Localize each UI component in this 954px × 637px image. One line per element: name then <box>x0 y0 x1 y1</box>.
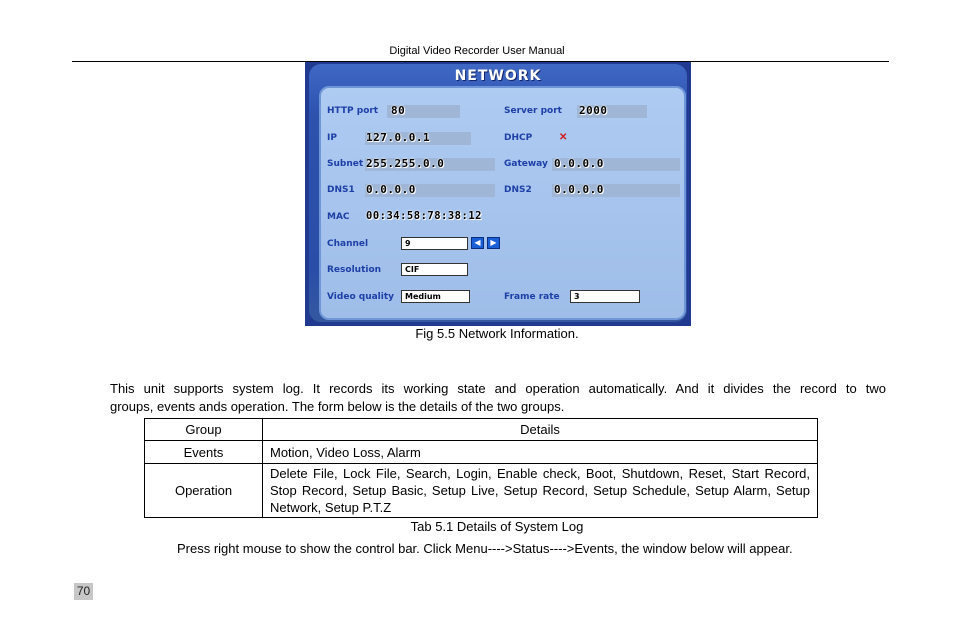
figure-caption: Fig 5.5 Network Information. <box>415 326 579 341</box>
subnet-value: 255.255.0.0 <box>366 157 445 170</box>
subnet-label: Subnet <box>327 159 364 169</box>
system-log-table <box>144 418 818 518</box>
dns2-label: DNS2 <box>504 185 532 195</box>
dns2-value: 0.0.0.0 <box>554 183 604 196</box>
network-settings-panel <box>319 86 686 320</box>
channel-prev-button[interactable]: ◀ <box>471 237 484 249</box>
running-header: Digital Video Recorder User Manual <box>389 45 565 57</box>
server-port-value: 2000 <box>579 104 608 117</box>
instruction-text: Press right mouse to show the control bar. Click Menu---->Status---->Events, the window below will appear. <box>177 541 793 556</box>
row-group-operation: Operation <box>145 464 263 518</box>
dhcp-checkbox[interactable]: ✕ <box>559 132 568 143</box>
row-group-events: Events <box>145 441 263 464</box>
dhcp-label: DHCP <box>504 133 533 143</box>
table-row <box>145 464 818 518</box>
video-quality-select[interactable]: Medium <box>401 290 470 303</box>
frame-rate-label: Frame rate <box>504 292 560 302</box>
channel-label: Channel <box>327 239 369 249</box>
network-window <box>309 64 687 322</box>
body-paragraph <box>110 380 886 416</box>
table-header-row <box>145 419 818 441</box>
video-quality-label: Video quality <box>327 292 395 302</box>
paragraph-line-1: This unit supports system log. It records its working state and operation automatically. And it divides the record to two <box>110 381 886 396</box>
gateway-value: 0.0.0.0 <box>554 157 604 170</box>
dns1-value: 0.0.0.0 <box>366 183 416 196</box>
mac-label: MAC <box>327 212 350 222</box>
server-port-label: Server port <box>504 106 562 116</box>
channel-input[interactable]: 9 <box>401 237 468 250</box>
paragraph-line-2: groups, events ands operation. The form below is the details of the two groups. <box>110 399 565 414</box>
resolution-label: Resolution <box>327 265 382 275</box>
mac-value: 00:34:58:78:38:12 <box>366 210 482 222</box>
table-row <box>145 441 818 464</box>
gateway-label: Gateway <box>504 159 548 169</box>
frame-rate-select[interactable]: 3 <box>570 290 640 303</box>
row-details-events: Motion, Video Loss, Alarm <box>263 441 818 464</box>
http-port-value: 80 <box>391 104 406 117</box>
table-caption: Tab 5.1 Details of System Log <box>410 519 584 534</box>
resolution-select[interactable]: CIF <box>401 263 468 276</box>
page-number: 70 <box>74 583 93 600</box>
header-group: Group <box>145 419 263 441</box>
dns1-label: DNS1 <box>327 185 355 195</box>
row-details-operation: Delete File, Lock File, Search, Login, Enable check, Boot, Shutdown, Reset, Start Record, Stop Record, Setup Basic, Setup Live, Setup Record, Setup Schedule, Setup Alarm, Setup Network, Setup P.T.Z <box>263 464 818 518</box>
ip-value: 127.0.0.1 <box>366 131 431 144</box>
header-details: Details <box>263 419 818 441</box>
network-screenshot <box>305 62 691 326</box>
http-port-label: HTTP port <box>327 106 379 116</box>
network-window-title: NETWORK <box>454 68 542 84</box>
ip-label: IP <box>327 133 337 143</box>
channel-next-button[interactable]: ▶ <box>487 237 500 249</box>
